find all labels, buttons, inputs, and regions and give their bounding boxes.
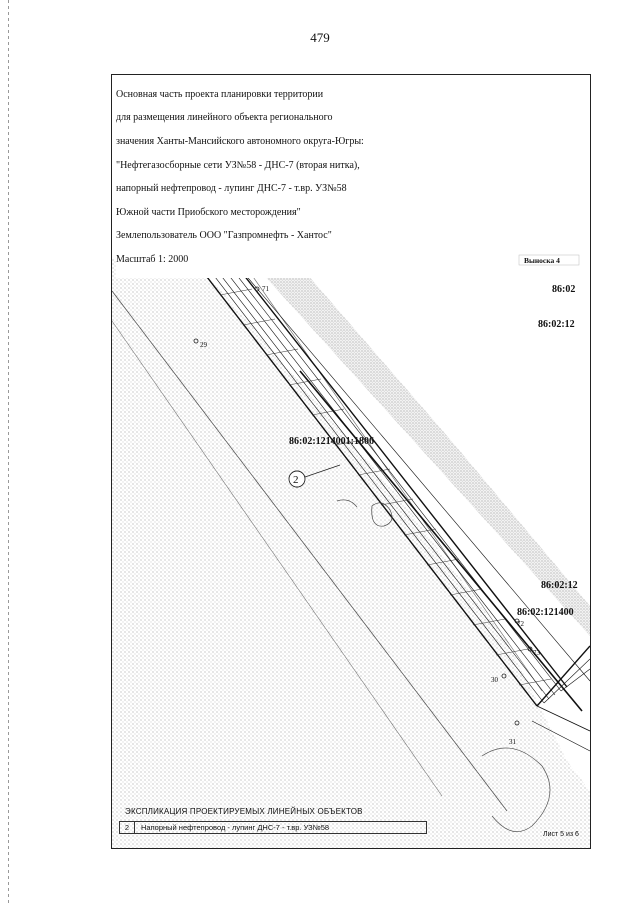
callout-label: Выноска 4 bbox=[524, 256, 560, 265]
point-number: 29 bbox=[200, 341, 207, 349]
title-line: значения Ханты-Мансийского автономного округа-Югры: bbox=[116, 135, 364, 147]
explication-row-number: 2 bbox=[120, 822, 135, 833]
title-line: напорный нефтепровод - лупинг ДНС-7 - т.вр. УЗ№58 bbox=[116, 183, 347, 195]
sheet-number: Лист 5 из 6 bbox=[543, 831, 579, 838]
title-line: Южной части Приобского месторождения" bbox=[116, 206, 301, 218]
cadastral-label: 86:02 bbox=[552, 284, 576, 295]
title-line: "Нефтегазосборные сети УЗ№58 - ДНС-7 (вторая нитка), bbox=[116, 159, 360, 171]
cadastral-label: 86:02:12 bbox=[538, 319, 575, 330]
title-line: для размещения линейного объекта регионального bbox=[116, 112, 333, 124]
scale-line: Масштаб 1: 2000 bbox=[116, 253, 189, 265]
map-svg bbox=[112, 251, 590, 849]
map-sheet-frame bbox=[111, 74, 591, 849]
explication-row bbox=[119, 821, 427, 834]
object-marker-number: 2 bbox=[293, 474, 299, 486]
point-number: 73 bbox=[533, 649, 540, 657]
land-user-line: Землепользователь ООО "Газпромнефть - Хантос" bbox=[116, 230, 332, 242]
explication-title: ЭКСПЛИКАЦИЯ ПРОЕКТИРУЕМЫХ ЛИНЕЙНЫХ ОБЪЕКТОВ bbox=[125, 807, 363, 816]
page-number: 479 bbox=[310, 30, 330, 45]
point-number: 31 bbox=[509, 738, 516, 746]
point-number: 72 bbox=[517, 620, 524, 628]
point-number: 71 bbox=[262, 285, 269, 293]
cadastral-label: 86:02:1214001:1806 bbox=[289, 436, 374, 447]
point-number: 30 bbox=[491, 676, 498, 684]
cadastral-label: 86:02:121400 bbox=[517, 607, 574, 618]
map-drawing bbox=[112, 251, 590, 849]
explication-row-text: Напорный нефтепровод - лупинг ДНС-7 - т.вр. УЗ№58 bbox=[141, 822, 330, 832]
cadastral-label: 86:02:12 bbox=[541, 580, 578, 591]
page-edge-rule bbox=[8, 0, 9, 905]
sheet-title-block bbox=[116, 77, 364, 278]
title-line: Основная часть проекта планировки территории bbox=[116, 88, 324, 100]
